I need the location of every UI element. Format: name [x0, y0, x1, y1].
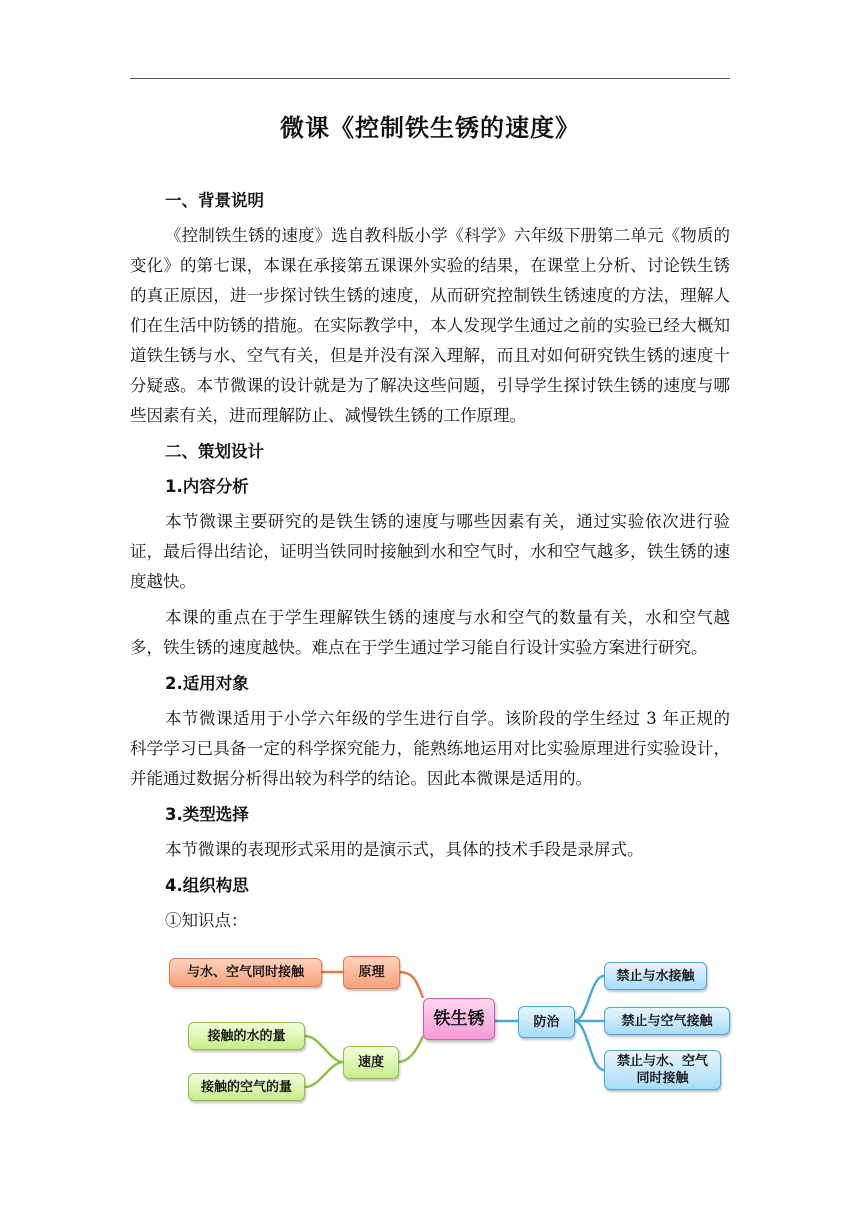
paragraph-type: 本节微课的表现形式采用的是演示式，具体的技术手段是录屏式。	[165, 840, 644, 859]
heading-plan: 二、策划设计	[165, 442, 264, 461]
node-speed-leaf-air: 接触的空气的量	[188, 1073, 305, 1101]
connector-speed-center	[398, 1036, 423, 1062]
node-prevent-leaf-water: 禁止与水接触	[604, 962, 707, 990]
heading-background: 一、背景说明	[165, 191, 264, 210]
heading-type: 3.类型选择	[165, 805, 249, 824]
node-center-iron-rust: 铁生锈	[423, 998, 495, 1040]
heading-audience: 2.适用对象	[165, 674, 249, 693]
node-principle-leaf: 与水、空气同时接触	[169, 958, 322, 987]
node-prevent-leaf-both-line1: 禁止与水、空气	[616, 1054, 708, 1069]
node-prevent: 防治	[518, 1006, 575, 1038]
node-prevent-leaf-both-line2: 同时接触	[636, 1071, 689, 1086]
paragraph-content-analysis-2: 本课的重点在于学生理解铁生锈的速度与水和空气的数量有关，水和空气越多，铁生锈的速度越快。难点在于学生通过学习能自行设计实验方案进行研究。	[130, 608, 730, 657]
subheading-knowledge-points: ①知识点：	[165, 911, 248, 930]
connector-principle-center	[399, 972, 423, 998]
node-speed: 速度	[343, 1046, 399, 1079]
node-prevent-leaf-air: 禁止与空气接触	[604, 1007, 730, 1035]
connector-speed-leaf1	[305, 1036, 343, 1062]
node-principle: 原理	[343, 956, 400, 989]
connector-prevent-leaf1	[574, 976, 604, 1021]
heading-organization: 4.组织构思	[165, 876, 249, 895]
document-body	[130, 186, 730, 942]
heading-content-analysis: 1.内容分析	[165, 477, 249, 496]
paragraph-background: 《控制铁生锈的速度》选自教科版小学《科学》六年级下册第二单元《物质的变化》的第七课，本课在承接第五课课外实验的结果，在课堂上分析、讨论铁生锈的真正原因，进一步探讨铁生锈的速度，从而研究控制铁生锈速度的方法，理解人们在生活中防锈的措施。在实际教学中，本人发现学生通过之前的实验已经大概知道铁生锈与水、空气有关，但是并没有深入理解，而且对如何研究铁生锈的速度十分疑惑。本节微课的设计就是为了解决这些问题，引导学生探讨铁生锈的速度与哪些因素有关，进而理解防止、减慢铁生锈的工作原理。	[130, 226, 730, 425]
node-prevent-leaf-both	[604, 1050, 721, 1090]
page-title: 微课《控制铁生锈的速度》	[280, 114, 580, 142]
node-speed-leaf-water: 接触的水的量	[188, 1022, 305, 1050]
connector-prevent-leaf3	[574, 1021, 604, 1070]
connector-speed-leaf2	[305, 1062, 343, 1087]
paragraph-content-analysis-1: 本节微课主要研究的是铁生锈的速度与哪些因素有关，通过实验依次进行验证，最后得出结论，证明当铁同时接触到水和空气时，水和空气越多，铁生锈的速度越快。	[130, 512, 730, 591]
paragraph-audience: 本节微课适用于小学六年级的学生进行自学。该阶段的学生经过 3 年正规的科学学习已具备一定的科学探究能力，能熟练地运用对比实验原理进行实验设计，并能通过数据分析得出较为科学的结论。因此本微课是适用的。	[130, 709, 730, 788]
header-rule	[130, 78, 730, 79]
